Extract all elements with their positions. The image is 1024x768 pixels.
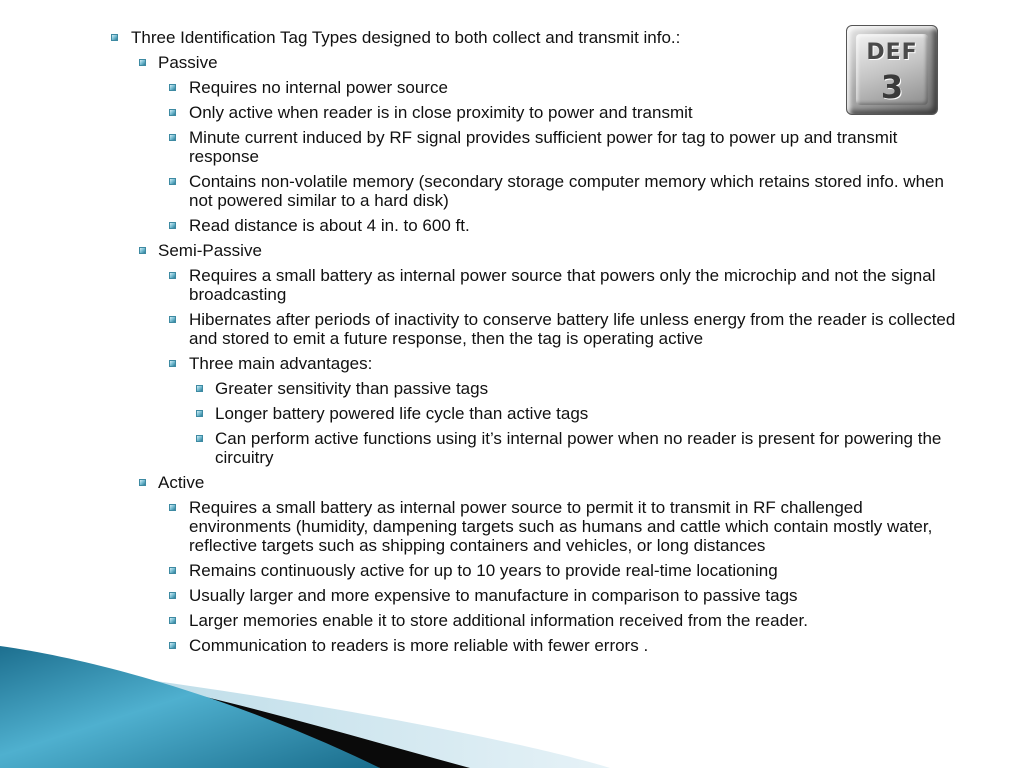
bullet-item	[108, 78, 958, 97]
square-bullet-icon	[139, 247, 146, 254]
square-bullet-icon	[169, 222, 176, 229]
square-bullet-icon	[169, 316, 176, 323]
square-bullet-icon	[169, 134, 176, 141]
square-bullet-icon	[169, 617, 176, 624]
bullet-text: Requires a small battery as internal power source to permit it to transmit in RF challenged environments (humidity, dampening targets such as humans and cattle which contain mostly water, reflective targets such as shipping containers and vehicles, or long distances	[189, 498, 933, 555]
keypad-letters: DEF	[866, 40, 918, 65]
bullet-item	[108, 498, 958, 555]
square-bullet-icon	[196, 385, 203, 392]
bullet-text: Hibernates after periods of inactivity to conserve battery life unless energy from the reader is collected and stored to emit a future response, then the tag is operating active	[189, 310, 956, 348]
square-bullet-icon	[169, 272, 176, 279]
bullet-item-tag-types	[108, 28, 958, 47]
bullet-item	[108, 611, 958, 630]
bullet-item	[108, 429, 958, 467]
bullet-item-semi-passive	[108, 241, 958, 260]
bullet-text: Requires no internal power source	[189, 78, 448, 97]
square-bullet-icon	[169, 178, 176, 185]
square-bullet-icon	[169, 84, 176, 91]
swoosh-teal-band	[0, 646, 380, 768]
square-bullet-icon	[196, 410, 203, 417]
bullet-text: Greater sensitivity than passive tags	[215, 379, 489, 398]
bullet-item	[108, 586, 958, 605]
bullet-item	[108, 128, 958, 166]
bullet-item	[108, 103, 958, 122]
bullet-text: Minute current induced by RF signal provides sufficient power for tag to power up and transmit response	[189, 128, 898, 166]
bullet-item	[108, 172, 958, 210]
bullet-item	[108, 636, 958, 655]
bullet-item	[108, 266, 958, 304]
square-bullet-icon	[169, 642, 176, 649]
bullet-text: Communication to readers is more reliable with fewer errors .	[189, 636, 649, 655]
bullet-heading: Semi-Passive	[158, 241, 262, 260]
bullet-heading: Active	[158, 473, 205, 492]
square-bullet-icon	[169, 592, 176, 599]
bullet-text: Requires a small battery as internal power source that powers only the microchip and not the signal broadcasting	[189, 266, 936, 304]
bullet-text: Three Identification Tag Types designed to both collect and transmit info.:	[131, 28, 681, 47]
bullet-item-passive	[108, 53, 958, 72]
bullet-text: Larger memories enable it to store additional information received from the reader.	[189, 611, 808, 630]
bullet-text: Only active when reader is in close proximity to power and transmit	[189, 103, 693, 122]
bullet-item	[108, 354, 958, 373]
bullet-text: Read distance is about 4 in. to 600 ft.	[189, 216, 470, 235]
bullet-item	[108, 216, 958, 235]
bullet-text: Can perform active functions using it’s internal power when no reader is present for powering the circuitry	[215, 429, 942, 467]
square-bullet-icon	[139, 479, 146, 486]
bullet-text: Remains continuously active for up to 10 years to provide real-time locationing	[189, 561, 778, 580]
keypad-digit: 3	[880, 68, 904, 106]
bullet-list	[108, 28, 958, 661]
bullet-item-active	[108, 473, 958, 492]
square-bullet-icon	[139, 59, 146, 66]
square-bullet-icon	[111, 34, 118, 41]
bullet-text: Three main advantages:	[189, 354, 373, 373]
bullet-text: Usually larger and more expensive to manufacture in comparison to passive tags	[189, 586, 798, 605]
square-bullet-icon	[169, 360, 176, 367]
bullet-item	[108, 379, 958, 398]
square-bullet-icon	[169, 504, 176, 511]
bullet-item	[108, 404, 958, 423]
bullet-heading: Passive	[158, 53, 218, 72]
bullet-text: Longer battery powered life cycle than active tags	[215, 404, 589, 423]
bullet-item	[108, 310, 958, 348]
square-bullet-icon	[169, 567, 176, 574]
square-bullet-icon	[169, 109, 176, 116]
bullet-text: Contains non-volatile memory (secondary storage computer memory which retains stored info. when not powered similar to a hard disk)	[189, 172, 944, 210]
square-bullet-icon	[196, 435, 203, 442]
bullet-item	[108, 561, 958, 580]
